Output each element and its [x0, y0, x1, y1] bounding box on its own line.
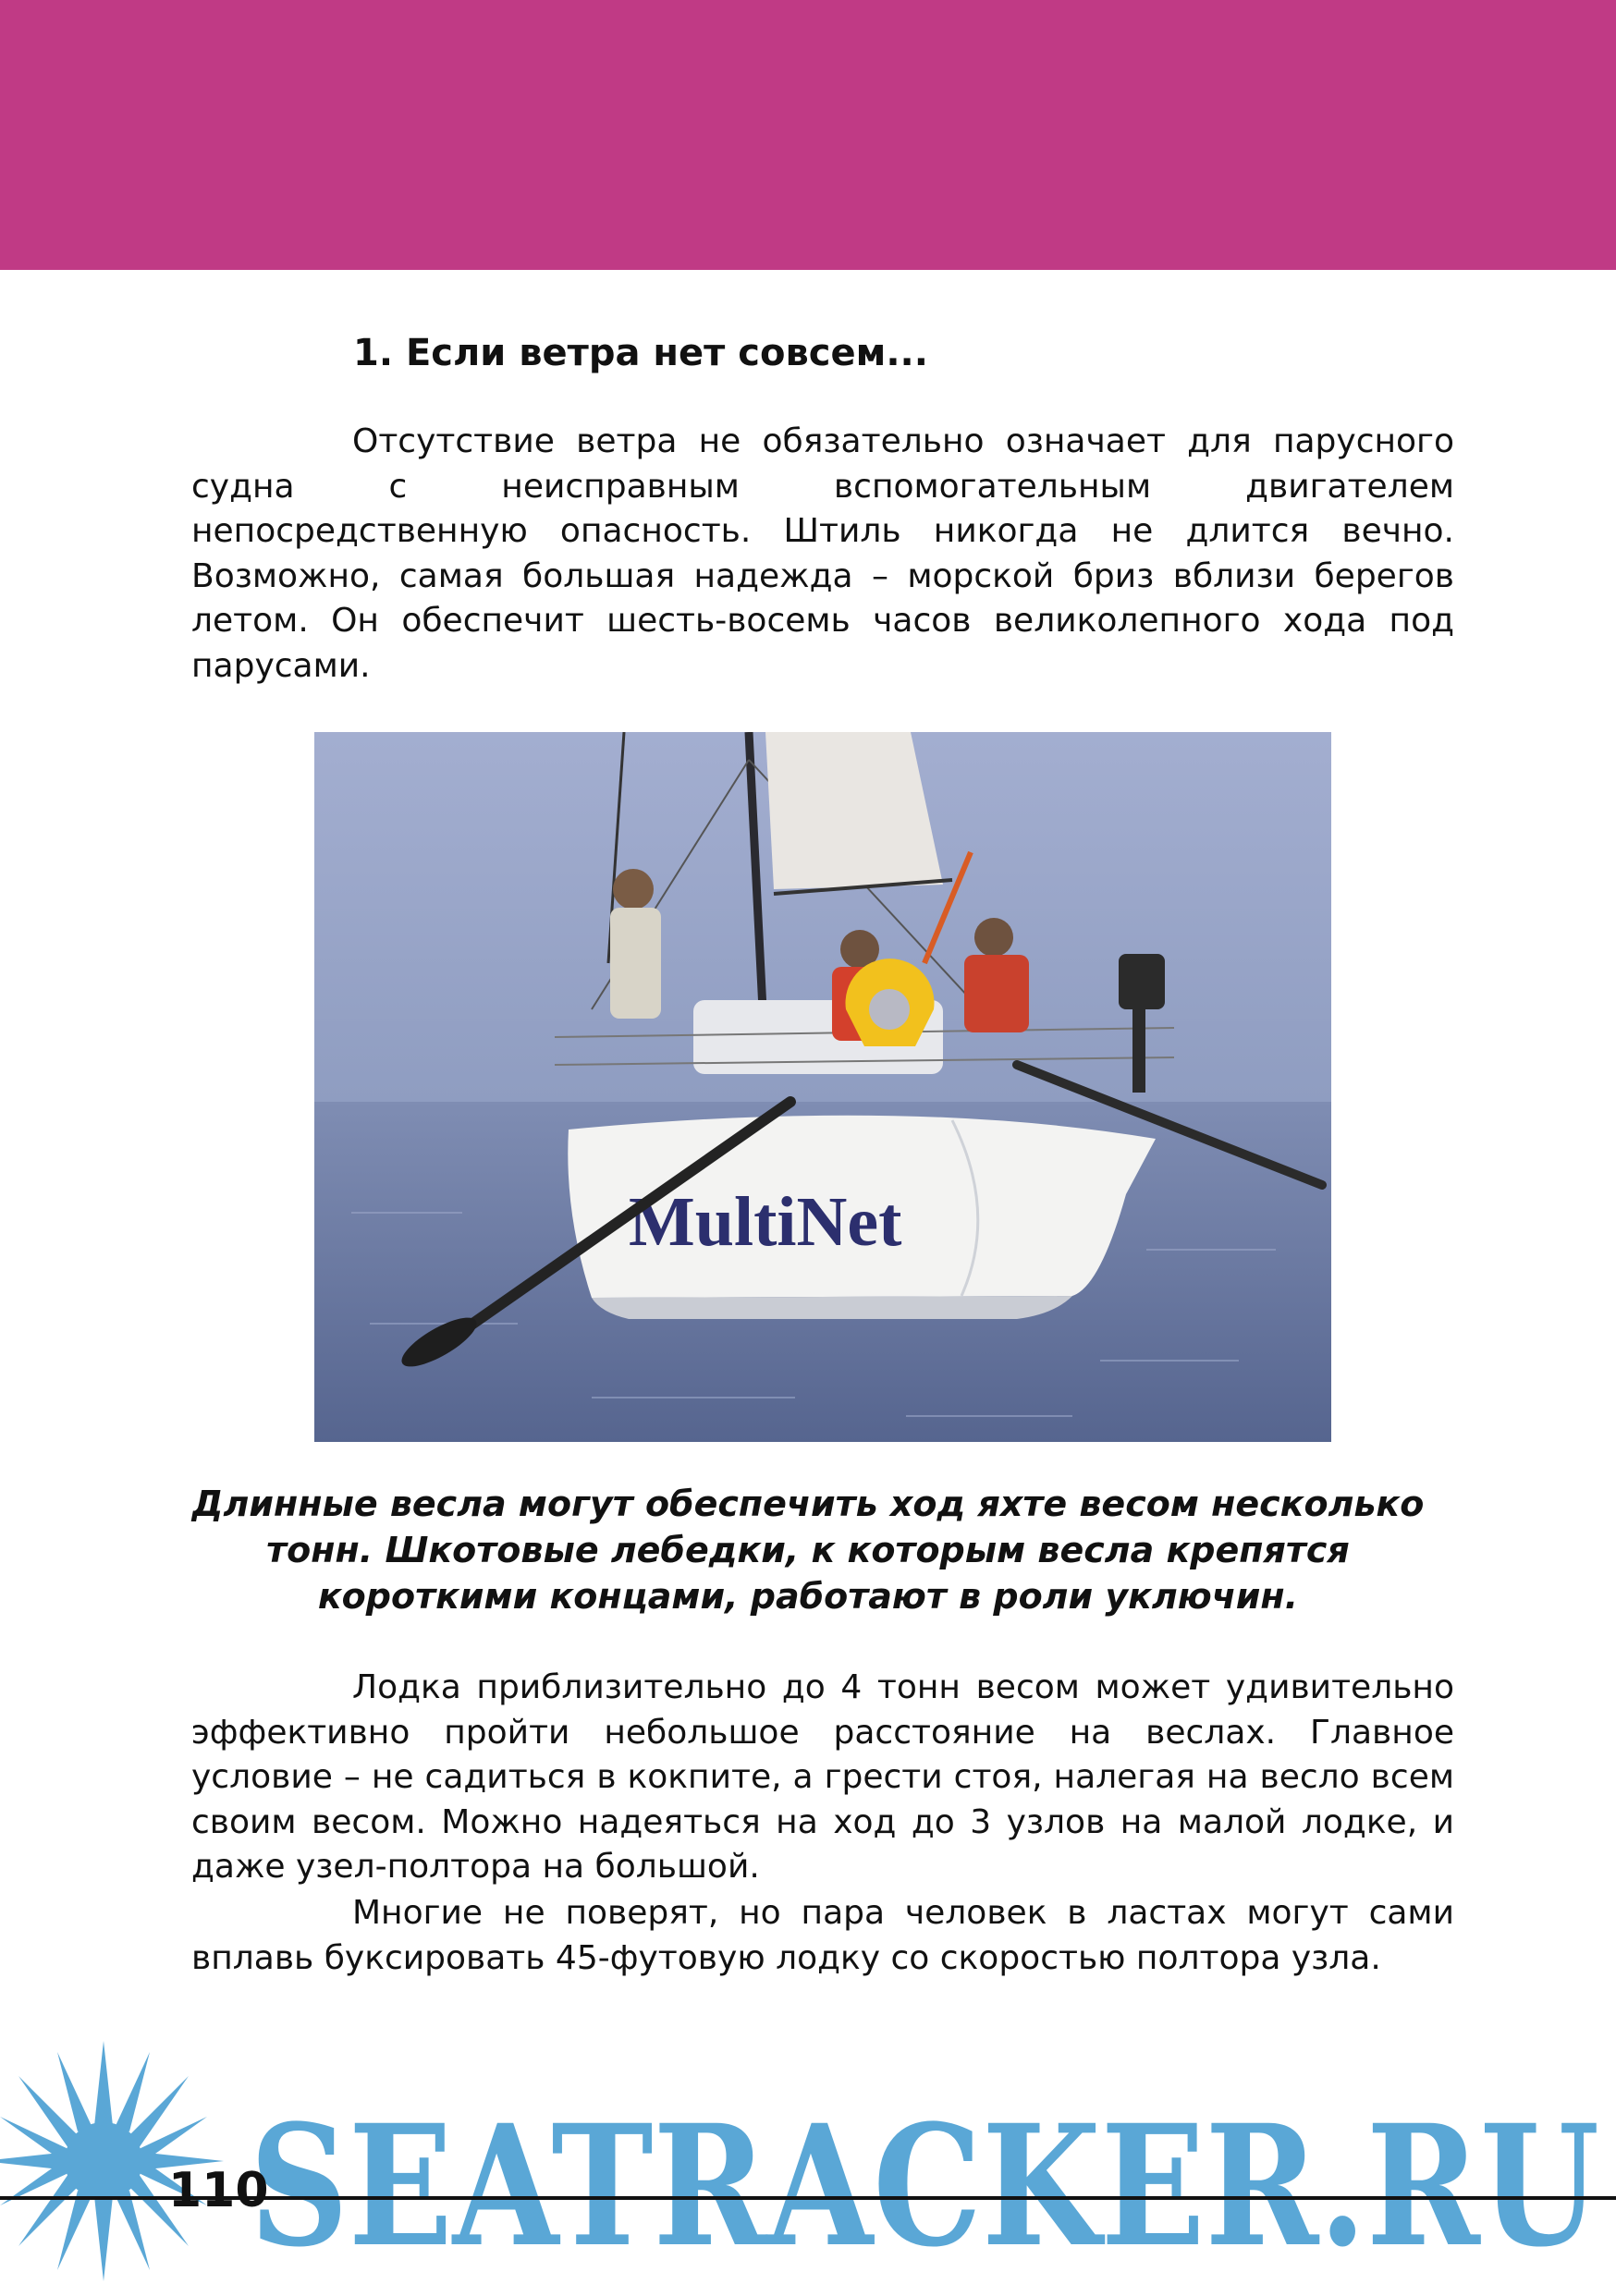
- footer: [0, 2024, 1616, 2292]
- page-number: 110: [168, 2163, 269, 2218]
- paragraph-rowing: Лодка приблизительно до 4 тонн весом может удивительно эффективно пройти небольшое расстояние на веслах. Главное условие – не садиться в кокпите, а грести стоя, налегая на весло всем своим весом. Можно надеяться на ход до 3 узлов на малой лодке, и даже узел-полтора на большой.: [191, 1668, 1454, 1886]
- paragraph-towing: Многие не поверят, но пара человек в ластах могут сами вплавь буксировать 45-футовую лодку со скоростью полтора узла.: [191, 1894, 1454, 1977]
- watermark-logo-text: SEATRACKER.RU: [250, 2089, 1599, 2284]
- header-band: [0, 0, 1616, 270]
- photo-caption: Длинные весла могут обеспечить ход яхте весом несколько тонн. Шкотовые лебедки, к которым весла крепятся короткими концами, работают в роли уключин.: [191, 1484, 1425, 1617]
- boat-name-lettering: MultiNet: [629, 1183, 902, 1261]
- paragraph-intro: Отсутствие ветра не обязательно означает для парусного судна с неисправным вспомогательным двигателем непосредственную опасность. Штиль никогда не длится вечно. Возможно, самая большая надежда – морской бриз вблизи берегов летом. Он обеспечит шесть-восемь часов великолепного хода под парусами.: [191, 422, 1454, 685]
- yacht-photo: [314, 732, 1331, 1442]
- section-heading: 1. Если ветра нет совсем...: [353, 332, 928, 374]
- sun-logo-icon: [0, 2041, 224, 2281]
